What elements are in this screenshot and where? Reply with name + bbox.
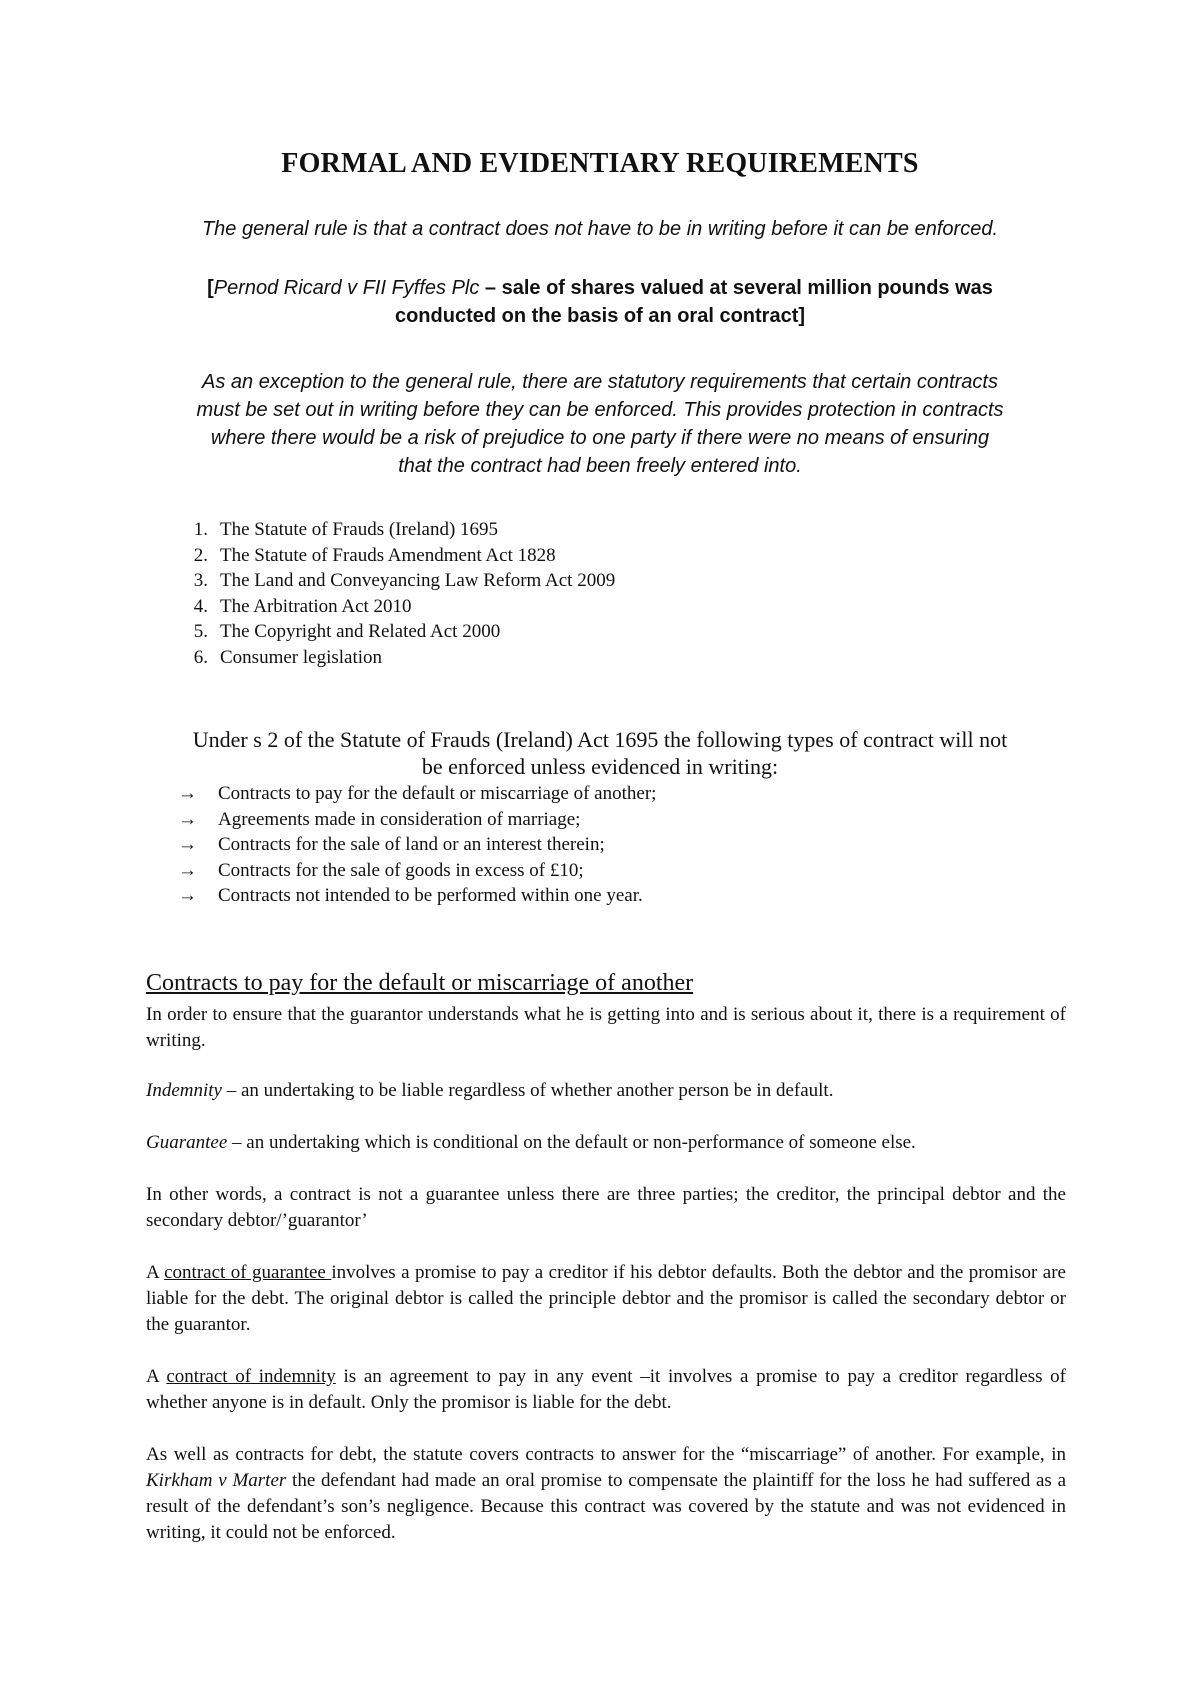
underlined-term: contract of guarantee	[164, 1262, 332, 1283]
list-item	[178, 832, 656, 858]
paragraph-text: A	[146, 1262, 165, 1283]
defined-term: Indemnity	[146, 1080, 222, 1101]
exception-line: that the contract had been freely entered into.	[398, 455, 802, 477]
list-item	[178, 807, 656, 833]
indemnity-definition	[146, 1078, 1066, 1104]
section-intro-line: be enforced unless evidenced in writing:	[421, 754, 779, 779]
arrow-icon: →	[178, 783, 197, 804]
list-number: 5.	[193, 621, 208, 642]
exception-paragraph	[0, 368, 1200, 480]
paragraph-text: the defendant had made an oral promise to compensate the plaintiff for the loss he had suffered as a result of the defendant’s son’s negligence. Because this contract was covered by the statute and was not evidenced in writing, it could not be enforced.	[146, 1470, 1067, 1543]
paragraph-text: As well as contracts for debt, the statute covers contracts to answer for the “miscarriage” of another. For example, in	[146, 1444, 1066, 1465]
case-note-bracket: [	[207, 277, 214, 299]
case-name: Kirkham v Marter	[146, 1470, 287, 1491]
arrow-icon: →	[178, 808, 197, 830]
list-text: The Land and Conveyancing Law Reform Act 2009	[220, 570, 616, 591]
arrow-icon: →	[178, 834, 197, 855]
arrow-icon: →	[178, 885, 197, 906]
arrow-icon: →	[178, 859, 197, 881]
contract-type-list	[178, 781, 656, 909]
list-number: 4.	[193, 595, 208, 617]
list-text: Contracts for the sale of goods in excess of £10;	[218, 859, 584, 881]
guarantee-definition	[146, 1130, 1066, 1156]
list-text: The Statute of Frauds Amendment Act 1828	[220, 544, 556, 566]
exception-line: where there would be a risk of prejudice to one party if there were no means of ensuring	[210, 427, 990, 449]
list-number: 3.	[193, 570, 208, 591]
paragraph-indemnity	[146, 1364, 1066, 1416]
definition-text: – an undertaking to be liable regardless of whether another person be in default.	[221, 1080, 834, 1101]
list-number: 1.	[193, 519, 208, 540]
list-item	[170, 543, 615, 569]
list-item	[170, 568, 615, 594]
underlined-term: contract of indemnity	[166, 1366, 336, 1387]
paragraph-miscarriage	[146, 1442, 1066, 1546]
list-text: Contracts to pay for the default or miscarriage of another;	[218, 783, 657, 804]
paragraph-text: A	[146, 1366, 167, 1387]
definition-text: – an undertaking which is conditional on the default or non-performance of someone else.	[227, 1132, 916, 1153]
section-heading: Contracts to pay for the default or miscarriage of another	[146, 970, 694, 996]
list-text: Agreements made in consideration of marriage;	[218, 808, 581, 830]
defined-term: Guarantee	[146, 1132, 228, 1153]
list-text: The Copyright and Related Act 2000	[220, 621, 501, 642]
list-item	[170, 619, 615, 645]
case-note-line-2: conducted on the basis of an oral contract]	[394, 305, 806, 327]
paragraph-text: involves a promise to pay a creditor if his debtor defaults. Both the debtor and the promisor are liable for the debt. The original debtor is called the principle debtor and the promisor is called the secondary debtor or the guarantor.	[146, 1262, 1066, 1335]
list-text: The Arbitration Act 2010	[220, 595, 412, 617]
list-item	[178, 858, 656, 884]
intro-rule: The general rule is that a contract does not have to be in writing before it can be enforced.	[201, 218, 999, 240]
list-text: Consumer legislation	[220, 646, 383, 668]
list-text: Contracts not intended to be performed within one year.	[218, 885, 643, 906]
case-note-text: – sale of shares valued at several million pounds was	[479, 277, 993, 299]
statute-list	[170, 517, 615, 670]
statute-section-intro	[0, 726, 1200, 780]
list-item	[170, 645, 615, 671]
exception-line: must be set out in writing before they can be enforced. This provides protection in contracts	[196, 399, 1004, 421]
list-text: The Statute of Frauds (Ireland) 1695	[220, 519, 499, 540]
paragraph-guarantee	[146, 1260, 1066, 1338]
list-number: 6.	[193, 646, 208, 668]
exception-line: As an exception to the general rule, there are statutory requirements that certain contracts	[202, 371, 998, 393]
case-name: Pernod Ricard v FII Fyffes Plc	[213, 277, 480, 299]
page-title: FORMAL AND EVIDENTIARY REQUIREMENTS	[281, 148, 919, 179]
list-item	[178, 781, 656, 807]
case-note-line-1	[0, 274, 1200, 302]
paragraph-three-parties: In other words, a contract is not a guarantee unless there are three parties; the creditor, the principal debtor and the secondary debtor/’guarantor’	[146, 1184, 1066, 1231]
list-text: Contracts for the sale of land or an interest therein;	[218, 834, 605, 855]
list-item	[170, 517, 615, 543]
case-note	[0, 274, 1200, 330]
paragraph-guarantor: In order to ensure that the guarantor understands what he is getting into and is serious about it, there is a requirement of writing.	[146, 1004, 1066, 1051]
list-item	[178, 883, 656, 909]
section-intro-line: Under s 2 of the Statute of Frauds (Ireland) Act 1695 the following types of contract will not	[192, 727, 1008, 752]
list-item	[170, 594, 615, 620]
list-number: 2.	[193, 544, 208, 566]
paragraph-text: is an agreement to pay in any event –it involves a promise to pay a creditor regardless of whether anyone is in default. Only the promisor is liable for the debt.	[146, 1366, 1066, 1413]
